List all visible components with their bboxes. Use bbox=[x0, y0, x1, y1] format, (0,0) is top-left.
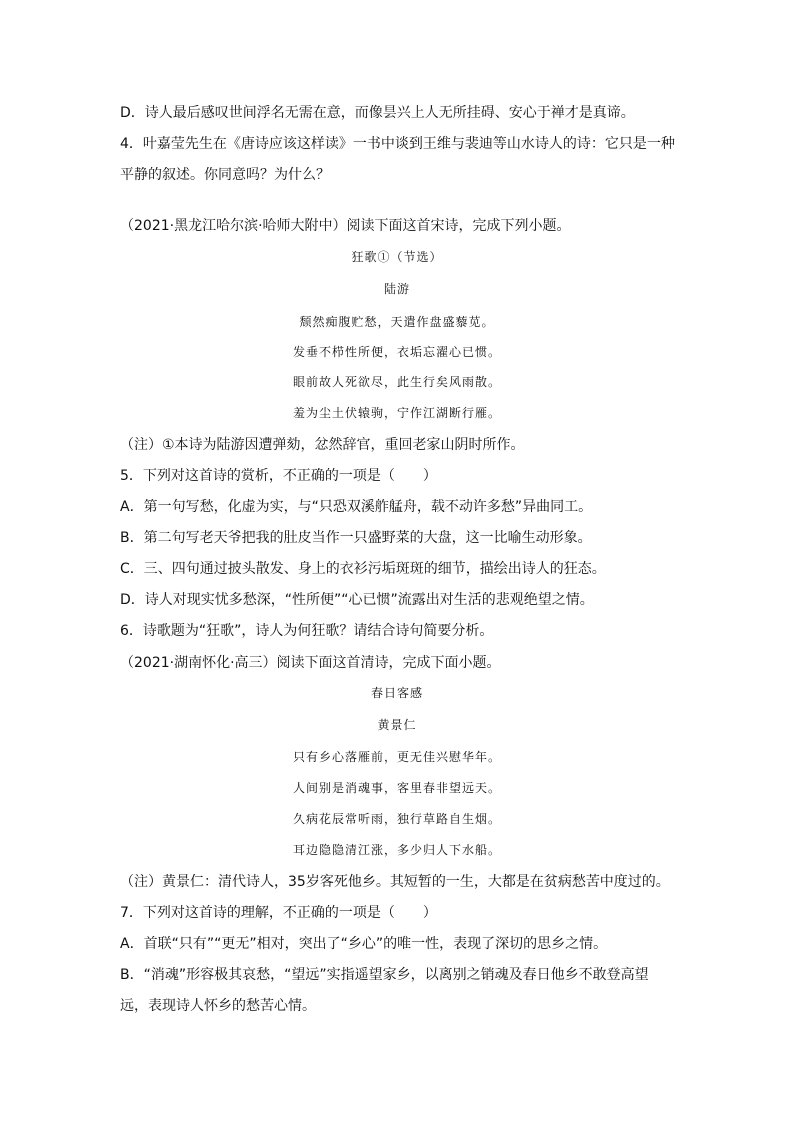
question-5-option-d: D．诗人对现实忧多愁深，“性所便”“心已惯”流露出对生活的悲观绝望之情。 bbox=[120, 592, 594, 608]
option-d-q3: D．诗人最后感叹世间浮名无需在意，而像昙兴上人无所挂碍、安心于禅才是真谛。 bbox=[120, 105, 635, 121]
question-7: 7．下列对这首诗的理解，不正确的一项是（ ） bbox=[120, 905, 437, 921]
poem-1-title: 狂歌①（节选） bbox=[351, 250, 443, 264]
question-4-line-1: 4．叶嘉莹先生在《唐诗应该这样读》一书中谈到王维与裴迪等山水诗人的诗：它只是一种 bbox=[120, 136, 675, 152]
question-5-option-b: B．第二句写老天爷把我的肚皮当作一只盛野菜的大盘，这一比喻生动形象。 bbox=[120, 530, 592, 546]
poem-1-line-2: 发垂不栉性所便，衣垢忘濯心已惯。 bbox=[292, 345, 501, 359]
poem-1-note: （注）①本诗为陆游因遭弹劾，忿然辞官，重回老家山阴时所作。 bbox=[120, 437, 525, 453]
poem-2-author: 黄景仁 bbox=[377, 718, 417, 732]
poem-1-line-1: 颓然痴腹贮愁，天遣作盘盛藜苋。 bbox=[299, 315, 495, 329]
poem-2-line-3: 久病花辰常听雨，独行草路自生烟。 bbox=[292, 812, 501, 826]
question-5: 5．下列对这首诗的赏析，不正确的一项是（ ） bbox=[120, 468, 437, 484]
question-6: 6．诗歌题为“狂歌”，诗人为何狂歌？请结合诗句简要分析。 bbox=[120, 623, 494, 639]
poem-2-line-1: 只有乡心落雁前，更无佳兴慰华年。 bbox=[292, 750, 501, 764]
question-5-option-c: C．三、四句通过披头散发、身上的衣衫污垢斑斑的细节，描绘出诗人的狂态。 bbox=[120, 561, 606, 577]
passage-intro-2: （2021·湖南怀化·高三）阅读下面这首清诗，完成下面小题。 bbox=[120, 655, 501, 671]
passage-intro-1: （2021·黑龙江哈尔滨·哈师大附中）阅读下面这首宋诗，完成下列小题。 bbox=[120, 218, 571, 234]
poem-2-title: 春日客感 bbox=[370, 686, 423, 700]
question-7-option-a: A．首联“只有”“更无”相对，突出了“乡心”的唯一性，表现了深切的思乡之情。 bbox=[120, 936, 608, 952]
poem-2-line-4: 耳边隐隐清江涨，多少归人下水船。 bbox=[292, 843, 501, 857]
poem-1-line-3: 眼前故人死欲尽，此生行矣风雨散。 bbox=[292, 375, 501, 389]
poem-2-note: （注）黄景仁：清代诗人，35岁客死他乡。其短暂的一生，大都是在贫病愁苦中度过的。 bbox=[120, 874, 670, 890]
question-7-option-b-line-2: 远，表现诗人怀乡的愁苦心情。 bbox=[120, 998, 316, 1014]
poem-1-author: 陆游 bbox=[383, 282, 410, 296]
question-5-option-a: A．第一句写愁，化虚为实，与“只恐双溪舴艋舟，载不动许多愁”异曲同工。 bbox=[120, 499, 593, 515]
poem-1-line-4: 羞为尘土伏辕驹，宁作江湖断行雁。 bbox=[292, 406, 501, 420]
poem-2-line-2: 人间别是消魂事，客里春非望远天。 bbox=[292, 781, 501, 795]
question-7-option-b-line-1: B．“消魂”形容极其哀愁，“望远”实指遥望家乡，以离别之销魂及春日他乡不敢登高望 bbox=[120, 967, 649, 983]
question-4-line-2: 平静的叙述。你同意吗？为什么？ bbox=[120, 167, 330, 183]
